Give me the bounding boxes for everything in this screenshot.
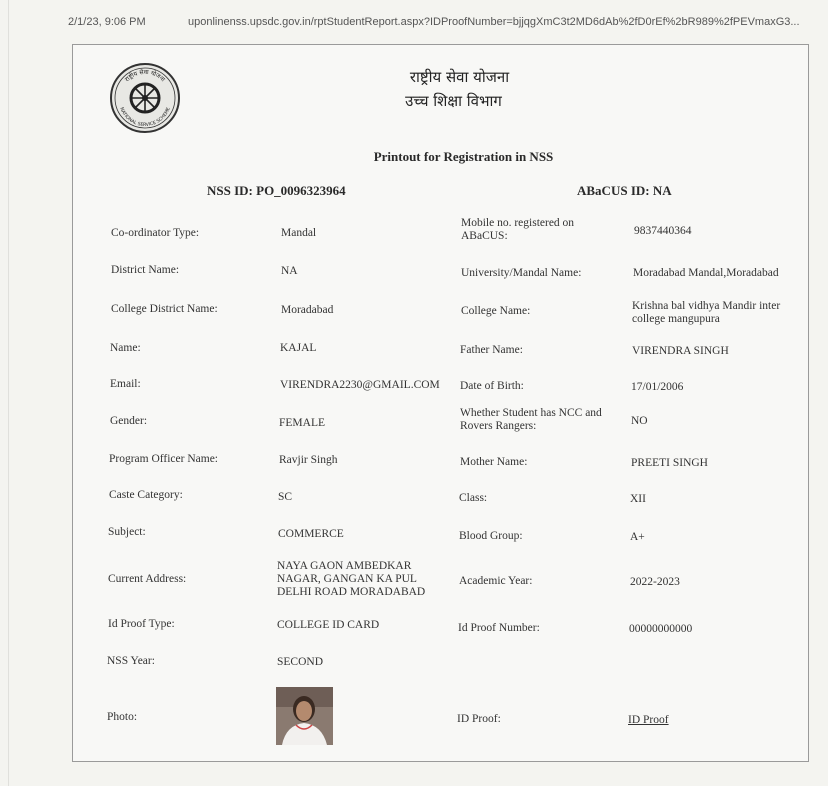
id-proof-type-label: Id Proof Type: xyxy=(108,618,175,630)
title-dept-hindi: उच्च शिक्षा विभाग xyxy=(405,92,502,110)
mobile-label-line2: ABaCUS: xyxy=(461,230,508,242)
college-name-line2: college mangupura xyxy=(632,313,720,325)
nss-year-label: NSS Year: xyxy=(107,655,155,667)
nss-year-value: SECOND xyxy=(277,656,324,668)
name-label: Name: xyxy=(110,342,141,354)
college-district-label: College District Name: xyxy=(111,303,218,315)
registration-document xyxy=(72,44,809,762)
academic-year-label: Academic Year: xyxy=(459,575,533,587)
college-name-value xyxy=(632,300,780,326)
address-line: NAGAR, GANGAN KA PUL xyxy=(277,573,417,585)
abacus-id: ABaCUS ID: NA xyxy=(577,183,672,198)
address-label: Current Address: xyxy=(108,573,187,585)
mobile-label xyxy=(461,217,574,243)
gender-label: Gender: xyxy=(110,415,148,427)
class-label: Class: xyxy=(459,492,488,504)
ncc-label xyxy=(460,407,602,433)
subject-value: COMMERCE xyxy=(278,528,344,540)
page-edge-line xyxy=(8,0,9,786)
father-name-value: VIRENDRA SINGH xyxy=(632,345,729,357)
emblem-bottom-text: NATIONAL SERVICE SCHEME xyxy=(118,106,172,129)
ncc-value: NO xyxy=(631,415,648,427)
university-value: Moradabad Mandal,Moradabad xyxy=(633,267,779,279)
caste-label: Caste Category: xyxy=(109,489,183,501)
name-value: KAJAL xyxy=(280,342,317,354)
college-name-line1: Krishna bal vidhya Mandir inter xyxy=(632,300,781,312)
caste-value: SC xyxy=(278,491,293,503)
mobile-value: 9837440364 xyxy=(634,225,692,237)
mother-name-value: PREETI SINGH xyxy=(631,457,708,469)
blood-group-value: A+ xyxy=(630,531,645,543)
subject-label: Subject: xyxy=(108,526,146,538)
id-proof-number-value: 00000000000 xyxy=(629,623,693,635)
district-value: NA xyxy=(281,265,298,277)
ncc-label-line2: Rovers Rangers: xyxy=(460,420,537,432)
college-district-value: Moradabad xyxy=(281,304,334,316)
title-nss-hindi: राष्ट्रीय सेवा योजना xyxy=(409,68,510,86)
id-proof-link[interactable]: ID Proof xyxy=(628,714,669,726)
gender-value: FEMALE xyxy=(279,417,325,429)
father-name-label: Father Name: xyxy=(460,344,523,356)
print-datetime: 2/1/23, 9:06 PM xyxy=(68,16,146,28)
mother-name-label: Mother Name: xyxy=(460,456,528,468)
coordinator-type-label: Co-ordinator Type: xyxy=(111,227,200,239)
dob-value: 17/01/2006 xyxy=(631,381,684,393)
email-value: VIRENDRA2230@GMAIL.COM xyxy=(280,379,440,391)
university-label: University/Mandal Name: xyxy=(461,267,582,279)
district-label: District Name: xyxy=(111,264,180,276)
address-line: NAYA GAON AMBEDKAR xyxy=(277,560,412,572)
class-value: XII xyxy=(630,493,646,505)
emblem-top-text: राष्ट्रीय सेवा योजना xyxy=(123,68,167,84)
blood-group-label: Blood Group: xyxy=(459,530,523,542)
print-url: uponlinenss.upsdc.gov.in/rptStudentReport.aspx?IDProofNumber=bjjqgXmC3t2MD6dAb%2fD0rEf%2bR989%2fPEVmaxG3... xyxy=(188,16,800,28)
email-label: Email: xyxy=(110,378,141,390)
id-proof-number-label: Id Proof Number: xyxy=(458,622,540,634)
page-title: Printout for Registration in NSS xyxy=(373,149,554,164)
id-proof-type-value: COLLEGE ID CARD xyxy=(277,619,380,631)
nss-id: NSS ID: PO_0096323964 xyxy=(207,183,346,198)
address-line: DELHI ROAD MORADABAD xyxy=(277,586,426,598)
program-officer-value: Ravjir Singh xyxy=(279,454,338,466)
academic-year-value: 2022-2023 xyxy=(630,576,680,588)
program-officer-label: Program Officer Name: xyxy=(109,453,218,465)
mobile-label-line1: Mobile no. registered on xyxy=(461,217,575,229)
photo-label: Photo: xyxy=(107,711,138,723)
address-value xyxy=(277,560,425,599)
dob-label: Date of Birth: xyxy=(460,380,524,392)
college-name-label: College Name: xyxy=(461,305,531,317)
student-photo xyxy=(276,687,333,745)
browser-print-header xyxy=(0,12,828,32)
coordinator-type-value: Mandal xyxy=(281,227,317,239)
id-proof-label: ID Proof: xyxy=(457,713,501,725)
student-photo-image xyxy=(276,687,333,745)
ncc-label-line1: Whether Student has NCC and xyxy=(460,407,602,419)
